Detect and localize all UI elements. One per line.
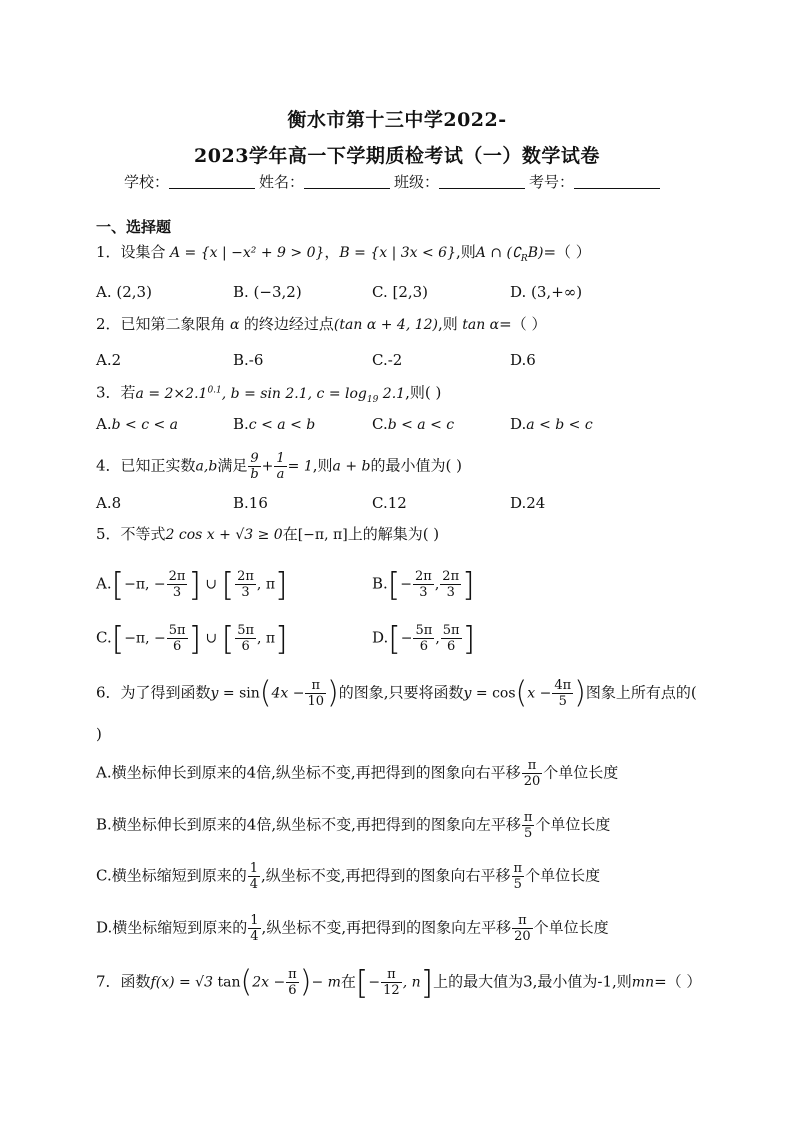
exam-title-line2: 2023学年高一下学期质检考试（一）数学试卷 xyxy=(194,145,600,167)
name-field[interactable] xyxy=(304,174,390,189)
school-field[interactable] xyxy=(169,174,255,189)
q5-option-a[interactable]: A.[−π, − $\frac{2\pi}{3}$ ] ∪ [ $\frac{2\pi}{3}$ , π] xyxy=(96,565,288,604)
q2-option-b[interactable]: B.-6 xyxy=(233,351,264,369)
q4-option-d[interactable]: D.24 xyxy=(510,494,546,512)
q5-option-c[interactable]: C.[−π, − $\frac{5\pi}{6}$ ] ∪ [ $\frac{5\pi}{6}$ , π] xyxy=(96,619,288,658)
number-label: 考号： xyxy=(529,173,575,191)
q6-option-d[interactable]: D.横坐标缩短到原来的 $\frac{1}{4}$ ,纵坐标不变,再把得到的图象向左平移 $\frac{\pi}{20}$ 个单位长度 xyxy=(96,913,609,944)
q2-option-d[interactable]: D.6 xyxy=(510,351,536,369)
q1-option-c[interactable]: C. [2,3) xyxy=(372,283,429,301)
question-4: 4．已知正实数a,b满足 $\frac{9}{b}$ + $\frac{1}{a}$ = 1,则a + b的最小值为( ) xyxy=(96,451,462,482)
question-7: 7．函数f(x) = √3 tan(2x − $\frac{\pi}{6}$ )− m在[− $\frac{\pi}{12}$ , n]上的最大值为3,最小值为-1,则mn=（ ） xyxy=(96,963,702,1002)
q6-option-a[interactable]: A.横坐标伸长到原来的4倍,纵坐标不变,再把得到的图象向右平移 $\frac{\pi}{20}$ 个单位长度 xyxy=(96,758,619,789)
q4-option-c[interactable]: C.12 xyxy=(372,494,407,512)
q3-option-b[interactable]: B.c < a < b xyxy=(233,415,316,433)
q1-option-a[interactable]: A. (2,3) xyxy=(96,283,152,301)
q3-option-c[interactable]: C.b < a < c xyxy=(372,415,455,433)
question-5: 5．不等式2 cos x + √3 ≥ 0在[−π, π]上的解集为( ) xyxy=(96,525,440,543)
question-1: 1．设集合 A = {x | −x² + 9 > 0}，B = {x | 3x < 6},则A ∩ $(∁_RB)=$（ ） xyxy=(96,243,591,264)
q3-option-d[interactable]: D.a < b < c xyxy=(510,415,593,433)
q1-option-b[interactable]: B. (−3,2) xyxy=(233,283,302,301)
section-heading: 一、选择题 xyxy=(96,218,172,236)
q4-option-b[interactable]: B.16 xyxy=(233,494,268,512)
q4-option-a[interactable]: A.8 xyxy=(96,494,122,512)
q6-option-b[interactable]: B.横坐标伸长到原来的4倍,纵坐标不变,再把得到的图象向左平移 $\frac{\pi}{5}$ 个单位长度 xyxy=(96,810,611,841)
exam-title-line1: 衡水市第十三中学2022- xyxy=(287,109,507,131)
student-info-row xyxy=(124,171,664,192)
q2-option-a[interactable]: A.2 xyxy=(96,351,122,369)
q2-option-c[interactable]: C.-2 xyxy=(372,351,403,369)
class-field[interactable] xyxy=(439,174,525,189)
q6-option-c[interactable]: C.横坐标缩短到原来的 $\frac{1}{4}$ ,纵坐标不变,再把得到的图象向右平移 $\frac{\pi}{5}$ 个单位长度 xyxy=(96,861,601,892)
class-label: 班级： xyxy=(394,173,440,191)
question-3: 3．若$a = 2\times 2.1^{0.1}$, b = sin 2.1, $c = \log_{19} 2.1$,则( ) xyxy=(96,383,442,405)
question-2: 2．已知第二象限角 α 的终边经过点(tan α + 4, 12),则 tan α=（ ） xyxy=(96,315,547,333)
q5-option-b[interactable]: B.[− $\frac{2\pi}{3}$ , $\frac{2\pi}{3}$ ] xyxy=(372,565,475,604)
q5-option-d[interactable]: D.[− $\frac{5\pi}{6}$ , $\frac{5\pi}{6}$ ] xyxy=(372,619,476,658)
number-field[interactable] xyxy=(574,174,660,189)
question-6: 6．为了得到函数y = sin(4x − $\frac{\pi}{10}$ )的图象,只要将函数y = cos(x − $\frac{4\pi}{5}$ )图象上所有点的( xyxy=(96,675,697,711)
name-label: 姓名： xyxy=(259,173,305,191)
q3-option-a[interactable]: A.b < c < a xyxy=(96,415,179,433)
question-6-cont: ) xyxy=(96,725,102,743)
school-label: 学校： xyxy=(124,173,170,191)
q1-option-d[interactable]: D. (3,+∞) xyxy=(510,283,583,301)
